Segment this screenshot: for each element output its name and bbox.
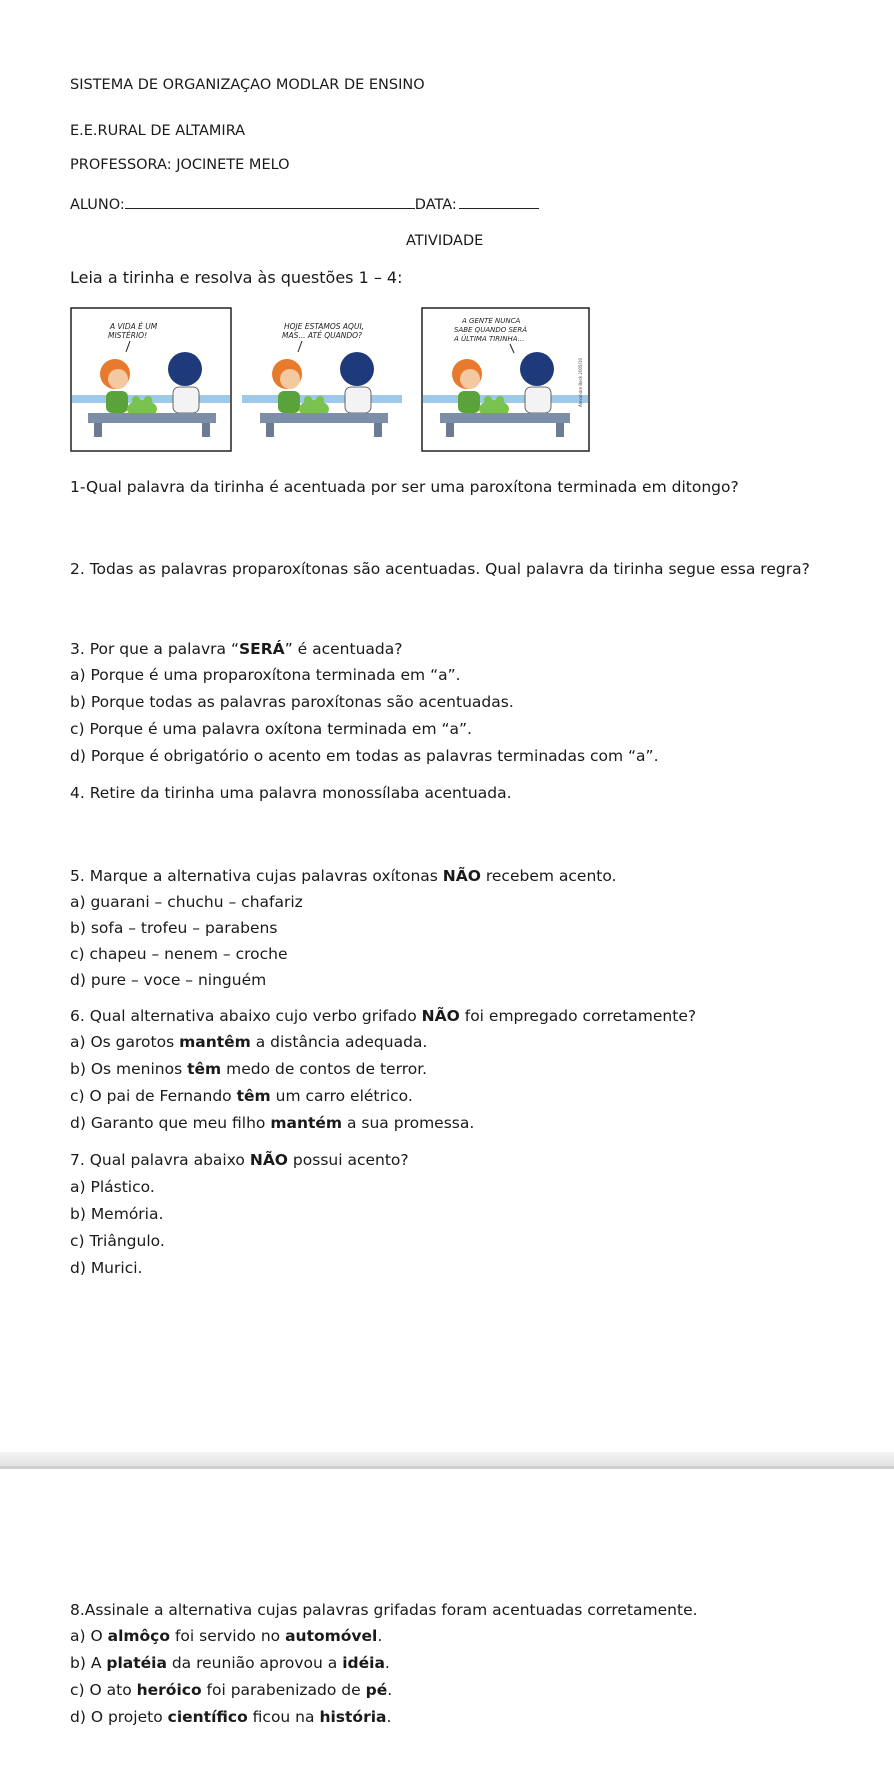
q5-text-b: recebem acento. xyxy=(480,867,617,885)
q7-option-b[interactable]: b) Memória. xyxy=(70,1205,164,1223)
q8-option-a[interactable] xyxy=(70,1628,382,1646)
student-label: ALUNO: xyxy=(70,197,125,213)
comic-panel-3 xyxy=(422,308,589,451)
q8-option-c[interactable] xyxy=(70,1682,392,1700)
panel-1-speech-line-1: A VIDA É UM xyxy=(110,322,158,331)
question-1: 1-Qual palavra da tirinha é acentuada por ser uma paroxítona terminada em ditongo? xyxy=(70,478,739,496)
q8c-text-c: . xyxy=(387,1681,393,1699)
q6d-text-a: d) Garanto que meu filho xyxy=(70,1114,271,1132)
q8a-text-a: a) O xyxy=(70,1627,108,1645)
q5-option-c[interactable]: c) chapeu – nenem – croche xyxy=(70,945,288,963)
q8d-word-2: história xyxy=(319,1708,387,1726)
question-3 xyxy=(70,641,402,659)
panel-3-speech-line-3: A ÚLTIMA TIRINHA... xyxy=(454,335,525,343)
q6-option-a[interactable] xyxy=(70,1034,427,1052)
q8-option-d[interactable] xyxy=(70,1709,391,1727)
q8d-word-1: científico xyxy=(167,1708,248,1726)
q8b-word-2: idéia xyxy=(342,1654,385,1672)
panel-3-speech-line-2: SABE QUANDO SERÁ xyxy=(454,326,527,334)
q6-option-c[interactable] xyxy=(70,1088,413,1106)
school-name: E.E.RURAL DE ALTAMIRA xyxy=(70,123,246,139)
q5-option-b[interactable]: b) sofa – trofeu – parabens xyxy=(70,919,278,937)
school-system-title: SISTEMA DE ORGANIZAÇAO MODLAR DE ENSINO xyxy=(70,77,425,93)
q6c-verb: têm xyxy=(236,1087,271,1105)
q8a-word-1: almôço xyxy=(107,1627,171,1645)
q7-bold-word: NÃO xyxy=(249,1151,288,1169)
panel-2-speech-line-2: MAS... ATÉ QUANDO? xyxy=(282,331,362,340)
student-name-blank[interactable] xyxy=(125,196,415,209)
q6a-verb: mantêm xyxy=(179,1033,251,1051)
page-separator-edge xyxy=(0,1466,894,1469)
q5-bold-word: NÃO xyxy=(442,867,481,885)
comic-panel-1 xyxy=(71,308,231,451)
question-5 xyxy=(70,868,617,886)
teacher-name: PROFESSORA: JOCINETE MELO xyxy=(70,157,290,173)
panel-2-speech-line-1: HOJE ESTAMOS AQUI, xyxy=(284,322,365,331)
q5-option-d[interactable]: d) pure – voce – ninguém xyxy=(70,971,267,989)
q6a-text-b: a distância adequada. xyxy=(250,1033,428,1051)
q6-option-b[interactable] xyxy=(70,1061,427,1079)
q5-option-a[interactable]: a) guarani – chuchu – chafariz xyxy=(70,893,303,911)
q8a-word-2: automóvel xyxy=(285,1627,378,1645)
question-4: 4. Retire da tirinha uma palavra monossílaba acentuada. xyxy=(70,784,512,802)
q8c-text-b: foi parabenizado de xyxy=(201,1681,366,1699)
q8c-word-2: pé xyxy=(365,1681,388,1699)
q6-bold-word: NÃO xyxy=(421,1007,460,1025)
instruction: Leia a tirinha e resolva às questões 1 – 4: xyxy=(70,268,403,287)
q3-option-b[interactable]: b) Porque todas as palavras paroxítonas são acentuadas. xyxy=(70,693,514,711)
q8b-word-1: platéia xyxy=(106,1654,167,1672)
q6a-text-a: a) Os garotos xyxy=(70,1033,180,1051)
q3-option-d[interactable]: d) Porque é obrigatório o acento em todas as palavras terminadas com “a”. xyxy=(70,747,659,765)
q6d-verb: mantém xyxy=(270,1114,343,1132)
question-7 xyxy=(70,1152,409,1170)
panel-1-speech-line-2: MISTÉRIO! xyxy=(108,331,148,340)
q6b-text-a: b) Os meninos xyxy=(70,1060,188,1078)
q6-text-b: foi empregado corretamente? xyxy=(459,1007,697,1025)
q6c-text-b: um carro elétrico. xyxy=(270,1087,413,1105)
q8d-text-c: . xyxy=(386,1708,392,1726)
comic-strip xyxy=(70,307,590,452)
q6b-verb: têm xyxy=(187,1060,222,1078)
q3-option-a[interactable]: a) Porque é uma proparoxítona terminada em “a”. xyxy=(70,666,461,684)
q5-text-a: 5. Marque a alternativa cujas palavras oxítonas xyxy=(70,867,443,885)
q8a-text-b: foi servido no xyxy=(170,1627,286,1645)
q8c-text-a: c) O ato xyxy=(70,1681,137,1699)
q8d-text-b: ficou na xyxy=(247,1708,320,1726)
q8c-word-1: heróico xyxy=(136,1681,202,1699)
date-blank[interactable] xyxy=(459,196,539,209)
q8a-text-c: . xyxy=(377,1627,383,1645)
q3-option-c[interactable]: c) Porque é uma palavra oxítona terminada em “a”. xyxy=(70,720,472,738)
q8b-text-c: . xyxy=(384,1654,390,1672)
date-label: DATA: xyxy=(414,197,457,213)
panel-3-speech-line-1: A GENTE NUNCA xyxy=(462,317,521,325)
boy-head-icon xyxy=(168,352,202,386)
q7-option-a[interactable]: a) Plástico. xyxy=(70,1178,155,1196)
question-8: 8.Assinale a alternativa cujas palavras grifadas foram acentuadas corretamente. xyxy=(70,1601,698,1619)
q6-option-d[interactable] xyxy=(70,1115,474,1133)
page-separator xyxy=(0,1452,894,1466)
q7-option-d[interactable]: d) Murici. xyxy=(70,1259,143,1277)
q3-bold-word: SERÁ xyxy=(239,640,285,658)
q7-text-b: possui acento? xyxy=(288,1151,409,1169)
q8b-text-b: da reunião aprovou a xyxy=(166,1654,343,1672)
q6c-text-a: c) O pai de Fernando xyxy=(70,1087,237,1105)
question-2: 2. Todas as palavras proparoxítonas são acentuadas. Qual palavra da tirinha segue essa regra? xyxy=(70,560,810,578)
q3-text-a: 3. Por que a palavra “ xyxy=(70,640,239,658)
q7-option-c[interactable]: c) Triângulo. xyxy=(70,1232,165,1250)
q6b-text-b: medo de contos de terror. xyxy=(221,1060,428,1078)
q6d-text-b: a sua promessa. xyxy=(342,1114,475,1132)
activity-title: ATIVIDADE xyxy=(406,233,484,249)
q8d-text-a: d) O projeto xyxy=(70,1708,168,1726)
comic-panel-2 xyxy=(242,308,402,451)
q8b-text-a: b) A xyxy=(70,1654,107,1672)
q6-text-a: 6. Qual alternativa abaixo cujo verbo grifado xyxy=(70,1007,422,1025)
comic-credit: Alexandre Beck 2005/10 xyxy=(578,357,583,407)
question-6 xyxy=(70,1008,696,1026)
q8-option-b[interactable] xyxy=(70,1655,390,1673)
q7-text-a: 7. Qual palavra abaixo xyxy=(70,1151,250,1169)
q3-text-b: ” é acentuada? xyxy=(284,640,403,658)
student-date-line xyxy=(70,196,539,214)
